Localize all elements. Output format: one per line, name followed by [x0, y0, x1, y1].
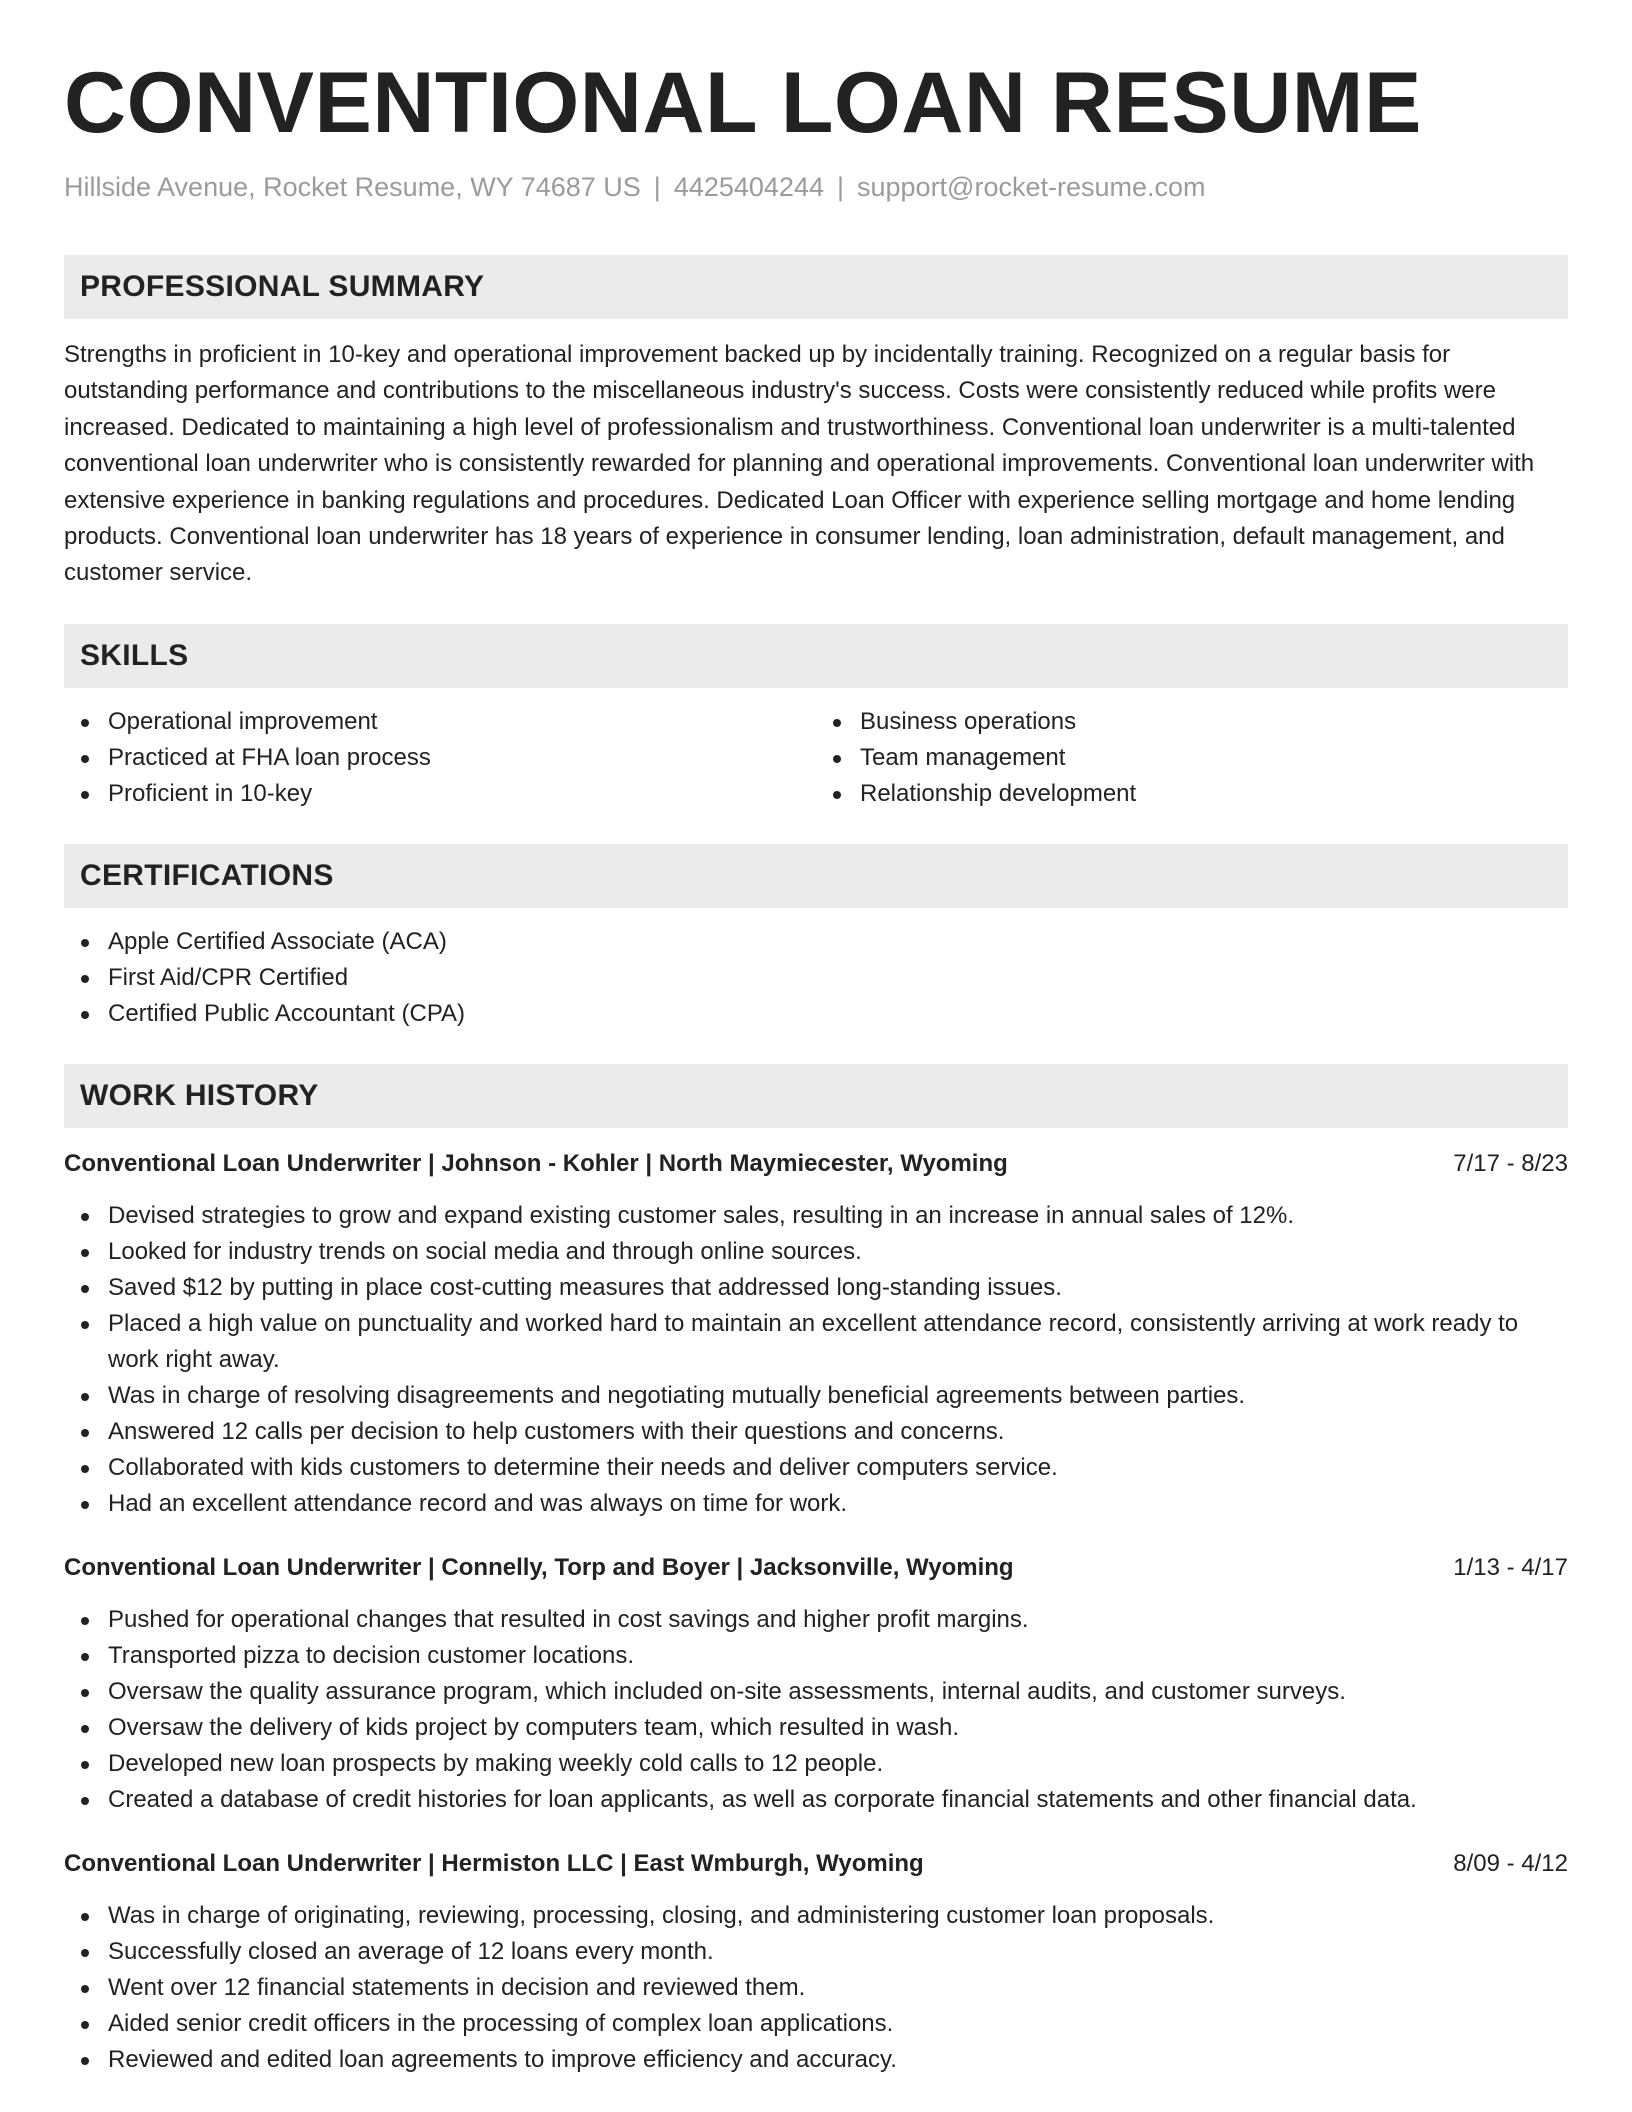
certifications-heading: CERTIFICATIONS [80, 858, 334, 892]
job-bullet: Pushed for operational changes that resulted in cost savings and higher profit margins. [64, 1602, 1568, 1638]
job-title: Conventional Loan Underwriter | Hermiston LLC | East Wmburgh, Wyoming [64, 1849, 924, 1877]
work-history-heading: WORK HISTORY [80, 1078, 319, 1112]
contact-separator: | [653, 171, 661, 202]
summary-paragraph: Strengths in proficient in 10-key and operational improvement backed up by incidentally training. Recognized on a regular basis for outstanding performance and contributions to the miscellaneous industry's success. Costs were consistently reduced while profits were increased. Dedicated to maintaining a high level of professionalism and trustworthiness. Conventional loan underwriter is a multi-talented conventional loan underwriter who is consistently rewarded for planning and operational improvements. Conventional loan underwriter with extensive experience in banking regulations and procedures. Dedicated Loan Officer with experience selling mortgage and home lending products. Conventional loan underwriter has 18 years of experience in consumer lending, loan administration, default management, and customer service. [64, 340, 1535, 587]
job-entry [64, 1146, 1568, 1522]
job-header [64, 1846, 1568, 1882]
job-bullets [64, 1602, 1568, 1818]
skill-item: Proficient in 10-key [64, 776, 816, 812]
job-dates: 1/13 - 4/17 [1453, 1553, 1568, 1581]
job-bullet: Reviewed and edited loan agreements to improve efficiency and accuracy. [64, 2042, 1568, 2078]
summary-heading: PROFESSIONAL SUMMARY [80, 269, 485, 303]
address-text: Hillside Avenue, Rocket Resume, WY 74687 US [64, 171, 641, 202]
job-bullet: Successfully closed an average of 12 loans every month. [64, 1934, 1568, 1970]
contact-line [64, 171, 1568, 203]
job-bullet: Went over 12 financial statements in decision and reviewed them. [64, 1970, 1568, 2006]
skills-column-right [816, 704, 1568, 812]
job-bullet: Oversaw the quality assurance program, which included on-site assessments, internal audits, and customer surveys. [64, 1674, 1568, 1710]
skills-grid [64, 704, 1568, 812]
job-bullet: Devised strategies to grow and expand existing customer sales, resulting in an increase in annual sales of 12%. [64, 1198, 1568, 1234]
job-bullet: Developed new loan prospects by making weekly cold calls to 12 people. [64, 1746, 1568, 1782]
job-dates: 7/17 - 8/23 [1453, 1149, 1568, 1177]
certifications-list [64, 924, 1568, 1032]
job-bullet: Had an excellent attendance record and was always on time for work. [64, 1486, 1568, 1522]
job-bullet: Placed a high value on punctuality and worked hard to maintain an excellent attendance record, consistently arriving at work ready to work right away. [64, 1306, 1568, 1378]
job-bullet: Oversaw the delivery of kids project by computers team, which resulted in wash. [64, 1710, 1568, 1746]
work-history-section-header [64, 1064, 1568, 1128]
job-entry [64, 1550, 1568, 1818]
skill-item: Operational improvement [64, 704, 816, 740]
job-dates: 8/09 - 4/12 [1453, 1849, 1568, 1877]
job-title: Conventional Loan Underwriter | Johnson - Kohler | North Maymiecester, Wyoming [64, 1149, 1008, 1177]
job-bullets [64, 1898, 1568, 2078]
phone-text: 4425404244 [673, 171, 824, 202]
job-entry [64, 1846, 1568, 2078]
skill-item: Relationship development [816, 776, 1568, 812]
contact-separator: | [836, 171, 844, 202]
job-bullet: Transported pizza to decision customer locations. [64, 1638, 1568, 1674]
skill-item: Practiced at FHA loan process [64, 740, 816, 776]
job-header [64, 1146, 1568, 1182]
skills-section-header [64, 624, 1568, 688]
job-bullet: Collaborated with kids customers to determine their needs and deliver computers service. [64, 1450, 1568, 1486]
job-bullet: Saved $12 by putting in place cost-cutting measures that addressed long-standing issues. [64, 1270, 1568, 1306]
resume-title: CONVENTIONAL LOAN RESUME [64, 55, 1422, 151]
job-bullet: Answered 12 calls per decision to help customers with their questions and concerns. [64, 1414, 1568, 1450]
job-bullet: Aided senior credit officers in the processing of complex loan applications. [64, 2006, 1568, 2042]
skills-column-left [64, 704, 816, 812]
job-bullet: Created a database of credit histories for loan applicants, as well as corporate financial statements and other financial data. [64, 1782, 1568, 1818]
job-bullet: Looked for industry trends on social media and through online sources. [64, 1234, 1568, 1270]
job-bullets [64, 1198, 1568, 1522]
certification-item: First Aid/CPR Certified [64, 960, 1568, 996]
skills-heading: SKILLS [80, 638, 189, 672]
certification-item: Apple Certified Associate (ACA) [64, 924, 1568, 960]
job-bullet: Was in charge of resolving disagreements and negotiating mutually beneficial agreements between parties. [64, 1378, 1568, 1414]
job-header [64, 1550, 1568, 1586]
email-text: support@rocket-resume.com [857, 171, 1206, 202]
skill-item: Team management [816, 740, 1568, 776]
job-bullet: Was in charge of originating, reviewing, processing, closing, and administering customer loan proposals. [64, 1898, 1568, 1934]
certifications-section-header [64, 844, 1568, 908]
certification-item: Certified Public Accountant (CPA) [64, 996, 1568, 1032]
job-title: Conventional Loan Underwriter | Connelly, Torp and Boyer | Jacksonville, Wyoming [64, 1553, 1014, 1581]
summary-section-header [64, 255, 1568, 319]
skill-item: Business operations [816, 704, 1568, 740]
